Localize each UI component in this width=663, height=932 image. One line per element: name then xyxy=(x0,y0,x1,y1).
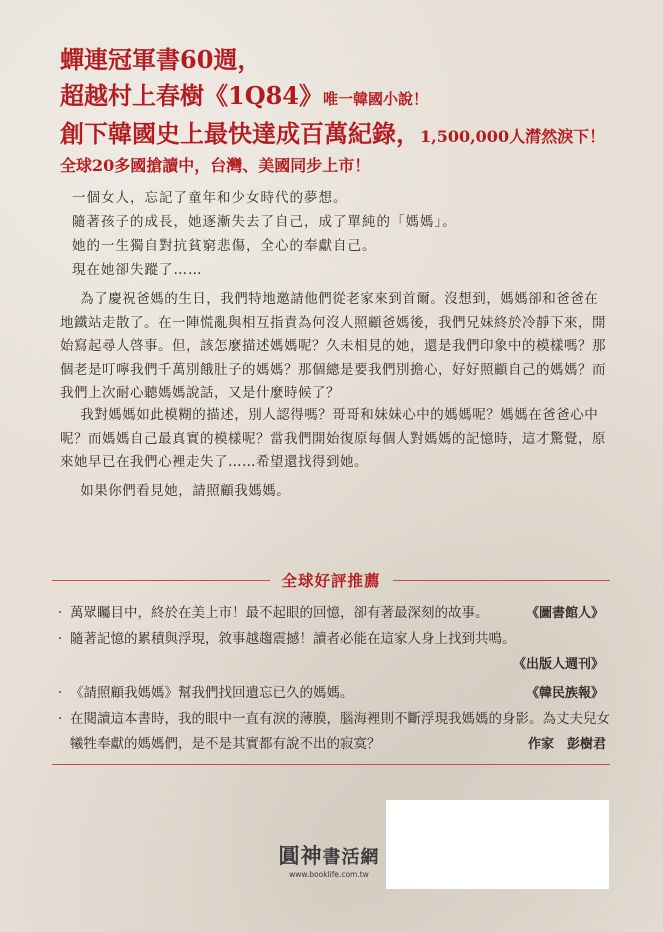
barcode-area xyxy=(386,800,609,889)
bullet: ‧ xyxy=(58,631,63,647)
logo-brand xyxy=(278,843,380,868)
headline-line3-small: 1,500,000人潸然淚下！ xyxy=(420,127,606,146)
review-item xyxy=(58,681,610,706)
review-text: 在閱讀這本書時，我的眼中一直有淚的薄膜，腦海裡則不斷浮現我媽媽的身影。為丈夫兒女犧牲奉獻的媽媽們，是不是其實都有說不出的寂寞？ xyxy=(70,711,610,752)
poem-line: 她的一生獨自對抗貧窮悲傷，全心的奉獻自己。 xyxy=(72,238,377,254)
poem-line: 現在她卻失蹤了…… xyxy=(72,262,203,278)
headline-line2-main: 超越村上春樹《1Q84》 xyxy=(60,81,324,110)
bullet: ‧ xyxy=(58,711,63,727)
headline-line3-main: 創下韓國史上最快達成百萬紀錄， xyxy=(60,119,420,148)
poem-line: 一個女人，忘記了童年和少女時代的夢想。 xyxy=(72,190,348,206)
review-text: 隨著記憶的累積與浮現，敘事越趨震撼！讀者必能在這家人身上找到共鳴。 xyxy=(70,631,516,647)
headline-line4: 全球20多國搶讀中，台灣、美國同步上市！ xyxy=(60,156,371,175)
headline-line3 xyxy=(60,118,605,153)
bullet: ‧ xyxy=(58,685,63,701)
recommend-title: 全球好評推薦 xyxy=(281,571,381,590)
logo-url: www.booklife.com.tw xyxy=(289,870,369,879)
review-item xyxy=(58,707,610,757)
bottom-divider xyxy=(52,764,610,765)
heading-rule-right xyxy=(393,580,611,581)
bullet: ‧ xyxy=(58,605,63,621)
review-source: 作家 彭樹君 xyxy=(527,737,606,752)
poem-block xyxy=(72,186,592,282)
publisher-logo xyxy=(278,843,380,882)
headline-line1: 蟬連冠軍書60週， xyxy=(60,45,262,74)
logo-brand-big: 圓神 xyxy=(278,843,323,868)
logo-brand-rest: 書活網 xyxy=(322,847,380,868)
review-text: 《請照顧我媽媽》幫我們找回遺忘已久的媽媽。 xyxy=(70,685,354,701)
headline-line2-small: 唯一韓國小說！ xyxy=(323,90,429,108)
body-paragraph-1: 為了慶祝爸媽的生日，我們特地邀請他們從老家來到首爾。沒想到，媽媽卻和爸爸在地鐵站走散了。在一陣慌亂與相互指責為何沒人照顧爸媽後，我們兄妹終於冷靜下來，開始寫起尋人啓事。但，該怎麼描述媽媽呢？久未相見的她，還是我們印象中的模樣嗎？那個老是叮嚀我們千萬別餓肚子的媽媽？那個總是要我們別擔心，好好照顧自己的媽媽？而我們上次耐心聽媽媽說話，又是什麼時候了？ xyxy=(60,291,606,401)
body-paragraph-2: 我對媽媽如此模糊的描述，別人認得嗎？哥哥和妹妹心中的媽媽呢？媽媽在爸爸心中呢？而媽媽自己最真實的模樣呢？當我們開始復原每個人對媽媽的記憶時，這才驚覺，原來她早已在我們心裡走失了……希望還找得到她。 xyxy=(60,407,606,470)
headline-line2 xyxy=(60,80,428,115)
review-source: 《出版人週刊》 xyxy=(512,657,604,672)
recommend-heading xyxy=(52,568,610,592)
review-source: 《圖書館人》 xyxy=(525,606,604,621)
review-text: 萬眾矚目中，終於在美上市！最不起眼的回憶，卻有著最深刻的故事。 xyxy=(70,605,489,621)
heading-rule-left xyxy=(52,580,270,581)
review-source: 《韓民族報》 xyxy=(525,686,604,701)
review-item xyxy=(58,627,610,677)
review-item xyxy=(58,601,610,626)
poem-line: 隨著孩子的成長，她逐漸失去了自己，成了單純的「媽媽」。 xyxy=(72,214,457,230)
body-paragraph-3: 如果你們看見她，請照顧我媽媽。 xyxy=(80,483,291,499)
